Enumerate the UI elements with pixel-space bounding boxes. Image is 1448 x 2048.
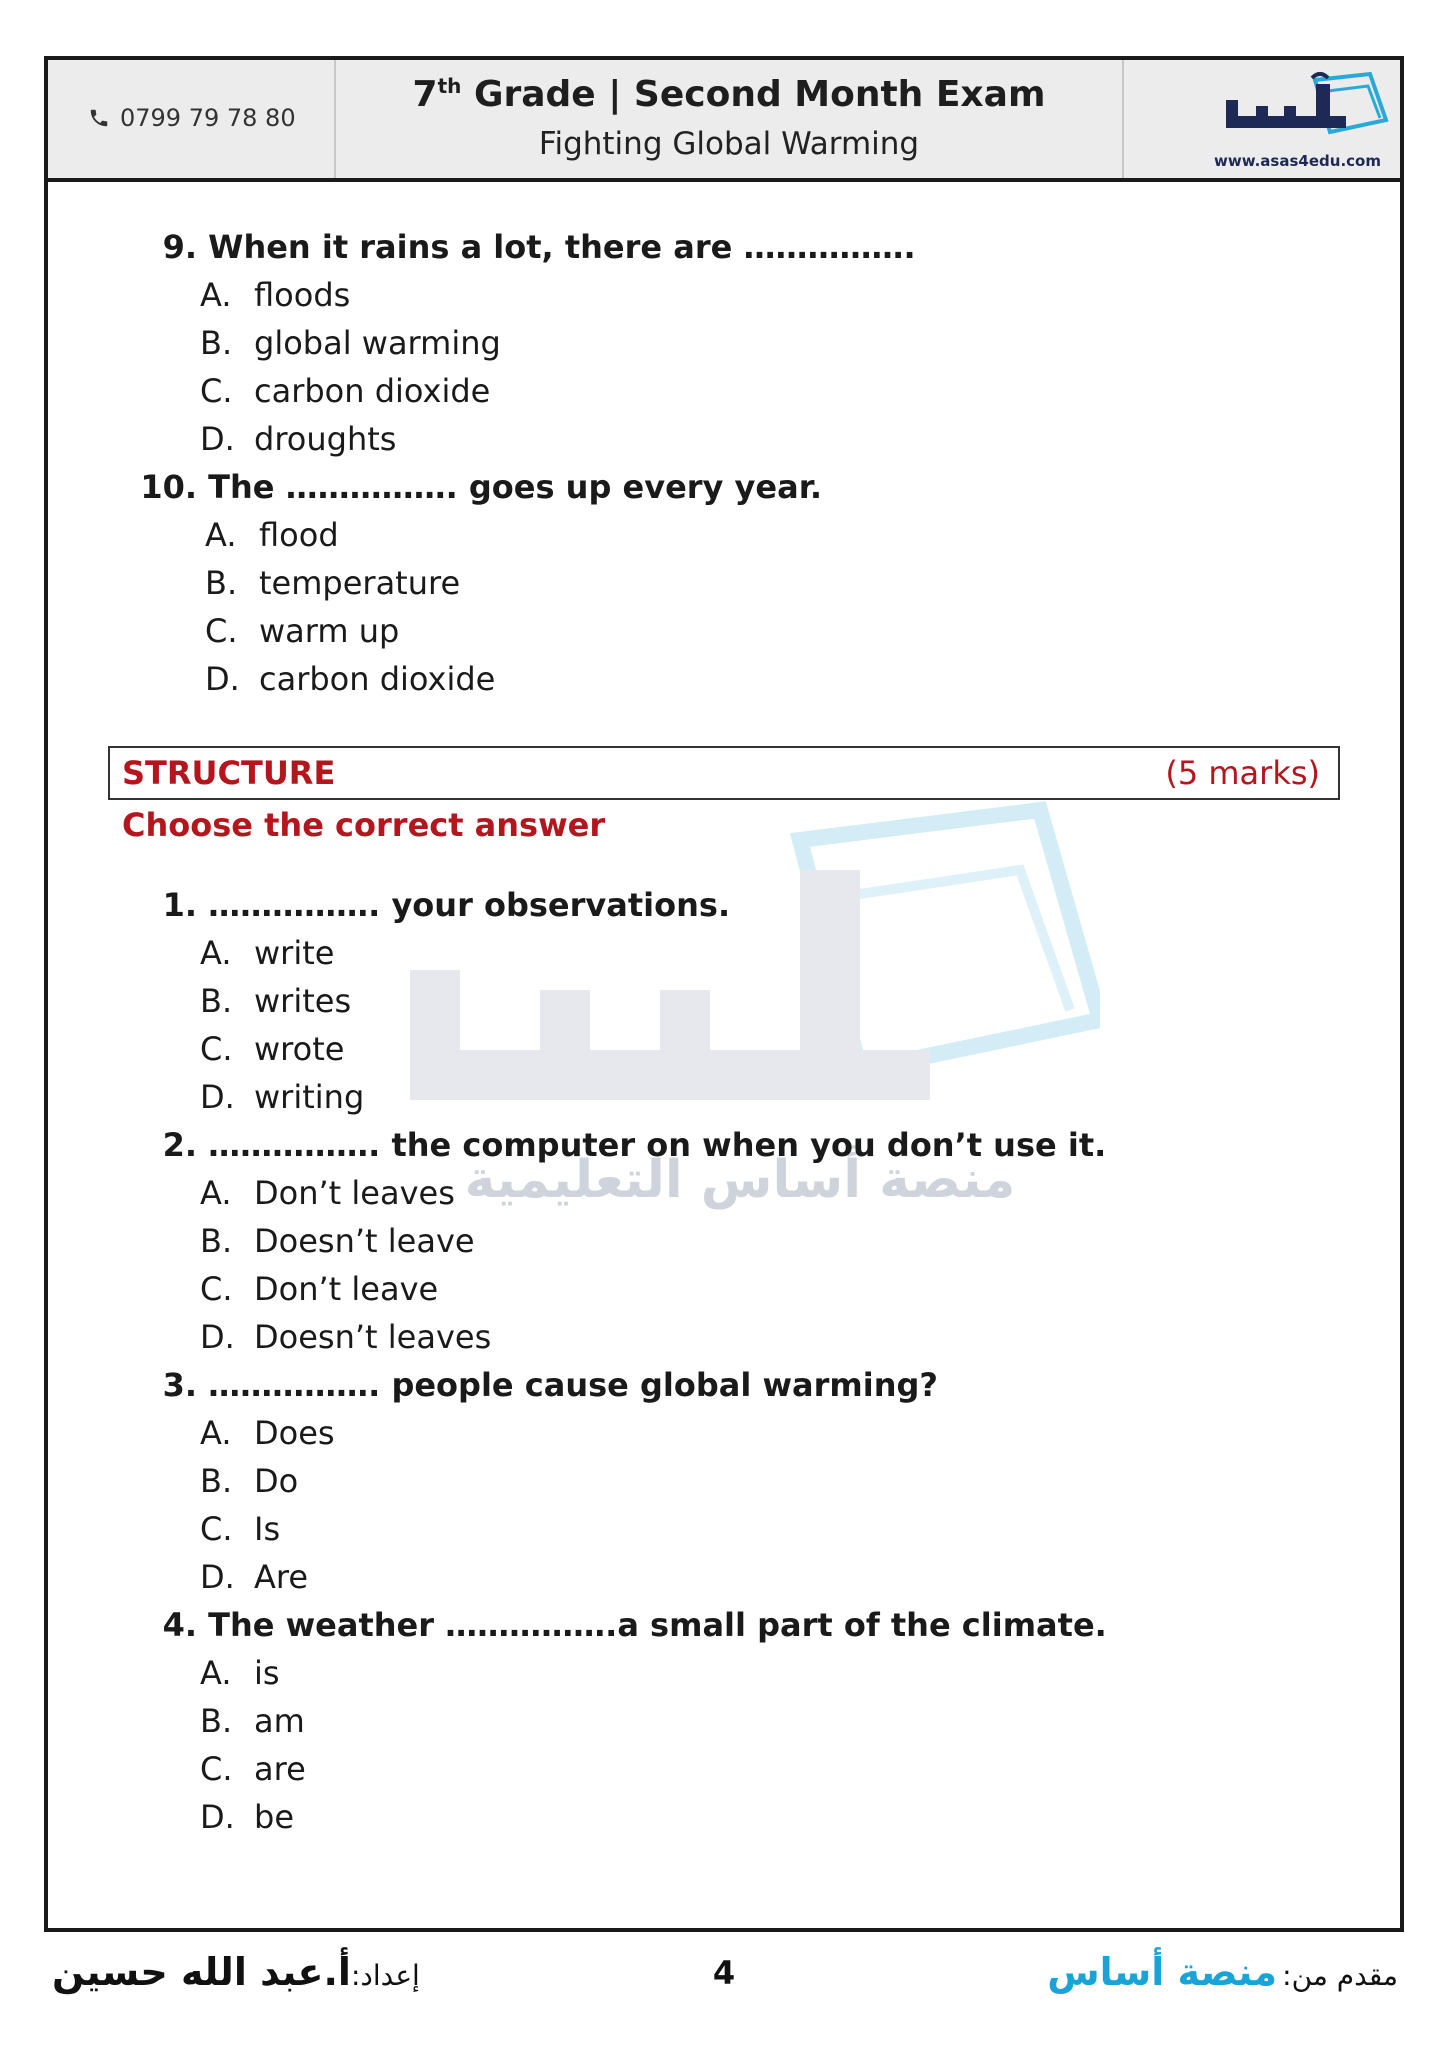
- option-item[interactable]: [200, 934, 334, 972]
- section-instruction: Choose the correct answer: [122, 806, 606, 844]
- option-item[interactable]: [205, 564, 460, 602]
- option-text: am: [254, 1702, 305, 1740]
- question-number: 3.: [162, 1366, 197, 1404]
- option-text: Do: [254, 1462, 299, 1500]
- option-text: Doesn’t leave: [254, 1222, 475, 1260]
- structure-question-3: [155, 1366, 938, 1404]
- question-10: [133, 468, 822, 506]
- option-item[interactable]: [200, 1174, 455, 1212]
- option-item[interactable]: [200, 1222, 475, 1260]
- option-text: Is: [254, 1510, 281, 1548]
- option-letter: D.: [200, 1558, 235, 1596]
- option-letter: A.: [200, 1414, 232, 1452]
- option-item[interactable]: [200, 1558, 308, 1596]
- option-letter: B.: [200, 982, 233, 1020]
- option-text: is: [254, 1654, 280, 1692]
- header-title-cell: [336, 60, 1124, 178]
- option-text: wrote: [254, 1030, 345, 1068]
- option-item[interactable]: [200, 420, 396, 458]
- option-item[interactable]: [200, 1750, 306, 1788]
- option-text: writing: [254, 1078, 365, 1116]
- option-item[interactable]: [200, 1318, 491, 1356]
- option-item[interactable]: [200, 1462, 298, 1500]
- grade-number: 7: [412, 74, 438, 115]
- structure-question-4: [155, 1606, 1107, 1644]
- question-number: 4.: [162, 1606, 197, 1644]
- author-name: أ.عبد الله حسين: [52, 1950, 351, 1994]
- option-text: be: [254, 1798, 294, 1836]
- page-number: 4: [712, 1954, 736, 1992]
- option-item[interactable]: [200, 1078, 364, 1116]
- option-text: warm up: [259, 612, 400, 650]
- exam-subtitle: Fighting Global Warming: [538, 126, 920, 162]
- question-text: The weather …………….a small part of the climate.: [208, 1606, 1107, 1644]
- option-letter: A.: [200, 934, 232, 972]
- option-item[interactable]: [200, 1702, 305, 1740]
- question-text: ……………. your observations.: [208, 886, 731, 924]
- option-letter: C.: [205, 612, 238, 650]
- option-letter: C.: [200, 1510, 233, 1548]
- exam-header: [48, 60, 1400, 182]
- header-logo-cell: [1124, 60, 1400, 178]
- option-item[interactable]: [200, 982, 351, 1020]
- watermark-text: منصة أساس التعليمية: [464, 1150, 1016, 1210]
- option-item[interactable]: [200, 324, 501, 362]
- question-number: 9.: [162, 228, 197, 266]
- option-text: writes: [254, 982, 352, 1020]
- question-number: 2.: [162, 1126, 197, 1164]
- option-letter: C.: [200, 372, 233, 410]
- question-text: ……………. the computer on when you don’t use it.: [208, 1126, 1107, 1164]
- option-letter: B.: [200, 324, 233, 362]
- page-footer: [0, 1940, 1448, 2020]
- option-item[interactable]: [205, 660, 495, 698]
- option-letter: D.: [200, 1798, 235, 1836]
- option-item[interactable]: [200, 276, 350, 314]
- option-letter: D.: [200, 420, 235, 458]
- footer-presented-by: [1047, 1950, 1398, 1994]
- grade-suffix: th: [437, 74, 462, 98]
- footer-author: [52, 1950, 420, 1994]
- option-item[interactable]: [200, 1798, 294, 1836]
- option-item[interactable]: [200, 1510, 280, 1548]
- option-text: carbon dioxide: [254, 372, 491, 410]
- option-letter: D.: [200, 1078, 235, 1116]
- option-text: Does: [254, 1414, 335, 1452]
- option-text: carbon dioxide: [259, 660, 496, 698]
- section-marks: (5 marks): [1165, 754, 1320, 792]
- presented-by-name: منصة أساس: [1047, 1950, 1278, 1994]
- option-text: Are: [254, 1558, 309, 1596]
- question-text: ……………. people cause global warming?: [208, 1366, 938, 1404]
- phone-contact: [88, 104, 296, 132]
- question-number: 10.: [140, 468, 197, 506]
- section-header: [108, 746, 1340, 800]
- option-text: write: [254, 934, 335, 972]
- logo-url: www.asas4edu.com: [1214, 152, 1381, 170]
- question-text: When it rains a lot, there are …………….: [208, 228, 916, 266]
- phone-number: 0799 79 78 80: [120, 104, 296, 132]
- option-item[interactable]: [200, 372, 490, 410]
- option-letter: A.: [200, 276, 232, 314]
- option-letter: D.: [200, 1318, 235, 1356]
- header-contact-cell: [48, 60, 336, 178]
- option-item[interactable]: [205, 612, 399, 650]
- option-letter: A.: [200, 1654, 232, 1692]
- question-9: [155, 228, 916, 266]
- option-letter: B.: [205, 564, 238, 602]
- option-letter: A.: [200, 1174, 232, 1212]
- option-item[interactable]: [200, 1270, 438, 1308]
- section-title: STRUCTURE: [122, 754, 336, 792]
- author-label: إعداد:: [350, 1959, 420, 1992]
- option-text: floods: [254, 276, 351, 314]
- option-letter: B.: [200, 1702, 233, 1740]
- exam-title-rest: Grade | Second Month Exam: [473, 74, 1046, 115]
- option-letter: A.: [205, 516, 237, 554]
- option-letter: D.: [205, 660, 240, 698]
- option-text: flood: [259, 516, 339, 554]
- option-text: Doesn’t leaves: [254, 1318, 492, 1356]
- question-text: The ……………. goes up every year.: [208, 468, 823, 506]
- option-text: Don’t leave: [254, 1270, 439, 1308]
- option-item[interactable]: [200, 1414, 335, 1452]
- phone-icon: [88, 107, 110, 129]
- option-text: temperature: [259, 564, 461, 602]
- option-text: droughts: [254, 420, 397, 458]
- option-letter: C.: [200, 1270, 233, 1308]
- option-item[interactable]: [200, 1030, 344, 1068]
- option-item[interactable]: [200, 1654, 280, 1692]
- structure-question-2: [155, 1126, 1106, 1164]
- option-letter: C.: [200, 1750, 233, 1788]
- exam-title: [336, 74, 1122, 115]
- question-number: 1.: [162, 886, 197, 924]
- option-text: global warming: [254, 324, 501, 362]
- option-letter: B.: [200, 1462, 233, 1500]
- option-text: Don’t leaves: [254, 1174, 455, 1212]
- option-item[interactable]: [205, 516, 339, 554]
- option-letter: B.: [200, 1222, 233, 1260]
- option-text: are: [254, 1750, 306, 1788]
- structure-question-1: [155, 886, 730, 924]
- presented-by-label: مقدم من:: [1282, 1959, 1398, 1992]
- option-letter: C.: [200, 1030, 233, 1068]
- asas-logo-icon: [1220, 70, 1390, 150]
